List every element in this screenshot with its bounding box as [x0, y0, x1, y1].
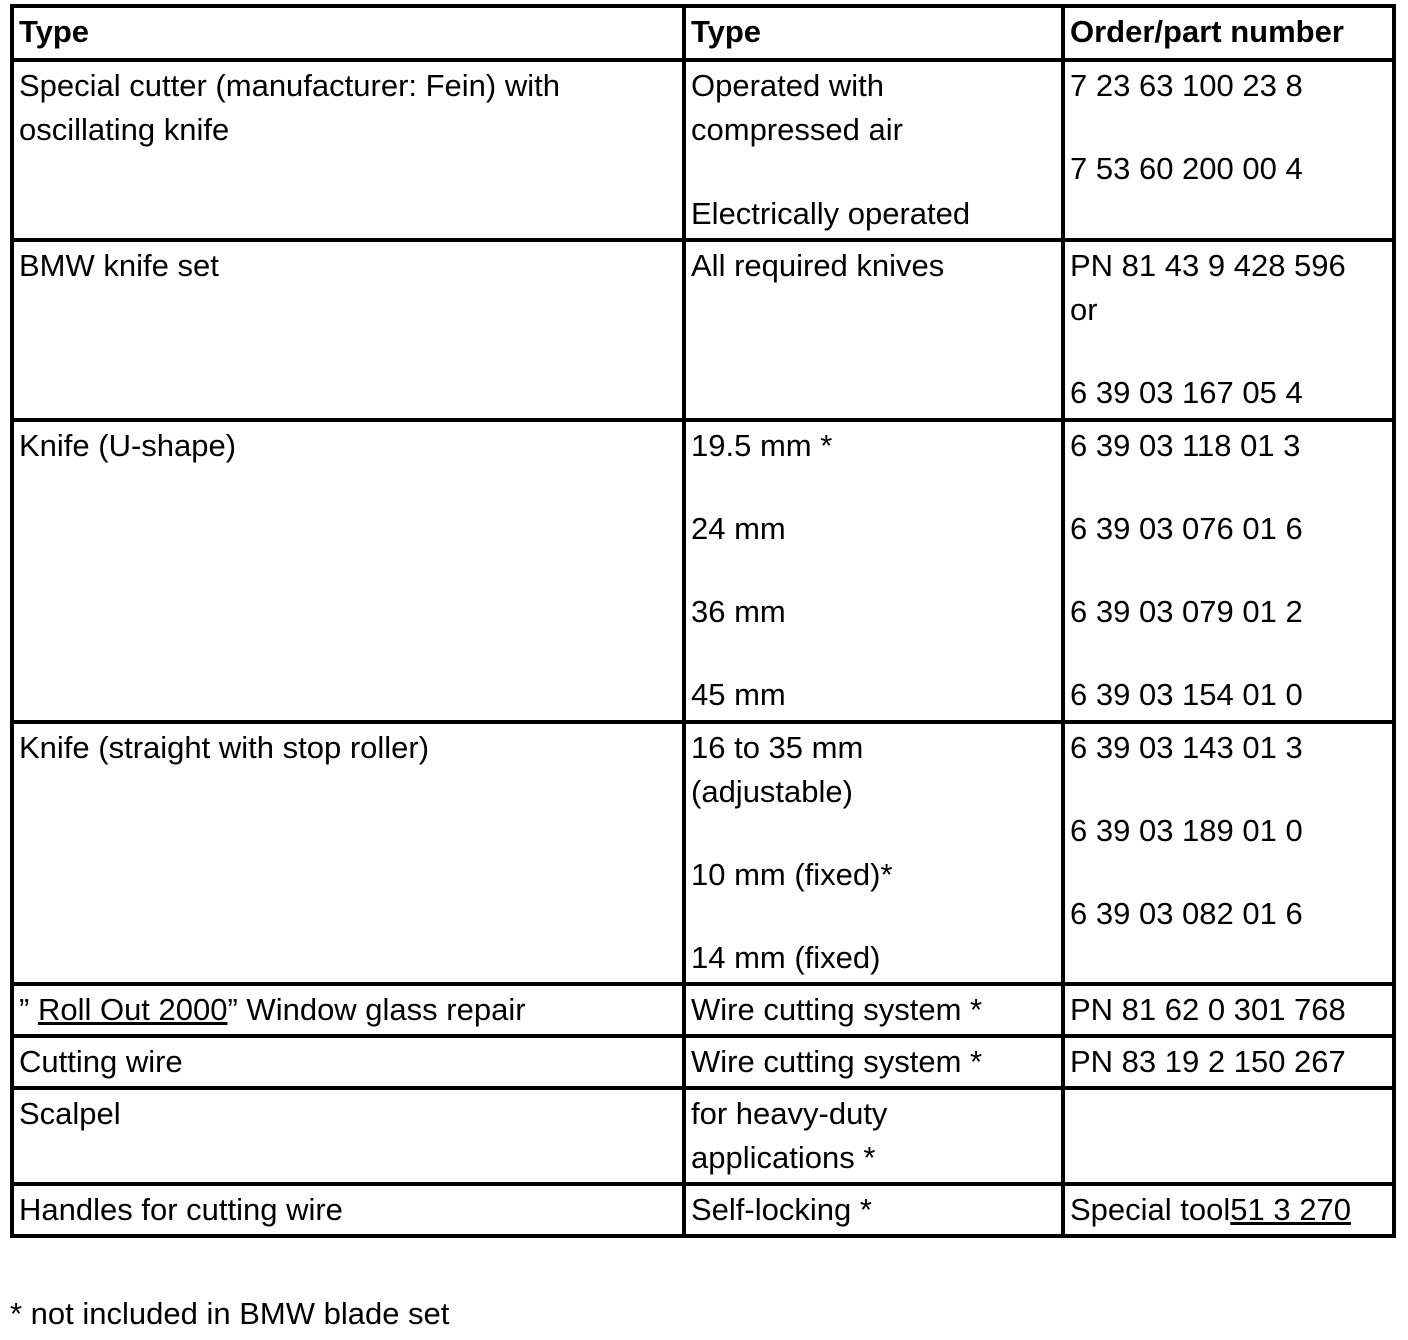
cell-type: Handles for cutting wire [12, 1184, 684, 1236]
cell-part-number: 7 23 63 100 23 8 7 53 60 200 00 4 [1063, 60, 1394, 240]
table-row [12, 1184, 1394, 1236]
cell-description: Self-locking * [684, 1184, 1063, 1236]
cell-type: ” Roll Out 2000” Window glass repair [12, 984, 684, 1036]
roll-out-2000-link[interactable]: Roll Out 2000 [37, 992, 228, 1027]
table-row [12, 722, 1394, 984]
cell-type: BMW knife set [12, 240, 684, 420]
cell-part-number: 6 39 03 118 01 3 6 39 03 076 01 6 6 39 03 079 01 2 6 39 03 154 01 0 [1063, 420, 1394, 722]
cell-type: Cutting wire [12, 1036, 684, 1088]
cell-part-number: 6 39 03 143 01 3 6 39 03 189 01 0 6 39 03 082 01 6 [1063, 722, 1394, 984]
cell-type: Knife (straight with stop roller) [12, 722, 684, 984]
table-row [12, 1036, 1394, 1088]
cell-description: All required knives [684, 240, 1063, 420]
cell-description: 19.5 mm * 24 mm 36 mm 45 mm [684, 420, 1063, 722]
cell-type: Knife (U-shape) [12, 420, 684, 722]
table-header-row [12, 6, 1394, 60]
table-row [12, 1088, 1394, 1184]
table-row [12, 60, 1394, 240]
cell-part-number: PN 81 62 0 301 768 [1063, 984, 1394, 1036]
parts-table [10, 4, 1396, 1238]
special-tool-link[interactable]: 51 3 270 [1230, 1192, 1351, 1227]
cell-part-number: PN 81 43 9 428 596 or 6 39 03 167 05 4 [1063, 240, 1394, 420]
cell-type: Special cutter (manufacturer: Fein) with oscillating knife [12, 60, 684, 240]
cell-description: Wire cutting system * [684, 1036, 1063, 1088]
header-type-2: Type [684, 6, 1063, 60]
table-row [12, 984, 1394, 1036]
cell-description: 16 to 35 mm (adjustable) 10 mm (fixed)* 14 mm (fixed) [684, 722, 1063, 984]
header-order-number: Order/part number [1063, 6, 1394, 60]
cell-description: for heavy-duty applications * [684, 1088, 1063, 1184]
footnote: * not included in BMW blade set [10, 1296, 450, 1331]
header-type: Type [12, 6, 684, 60]
table-row [12, 420, 1394, 722]
cell-part-number [1063, 1088, 1394, 1184]
table-row [12, 240, 1394, 420]
cell-part-number: PN 83 19 2 150 267 [1063, 1036, 1394, 1088]
cell-description: Operated with compressed air Electrically operated [684, 60, 1063, 240]
cell-type: Scalpel [12, 1088, 684, 1184]
cell-part-number: Special tool51 3 270 [1063, 1184, 1394, 1236]
cell-description: Wire cutting system * [684, 984, 1063, 1036]
